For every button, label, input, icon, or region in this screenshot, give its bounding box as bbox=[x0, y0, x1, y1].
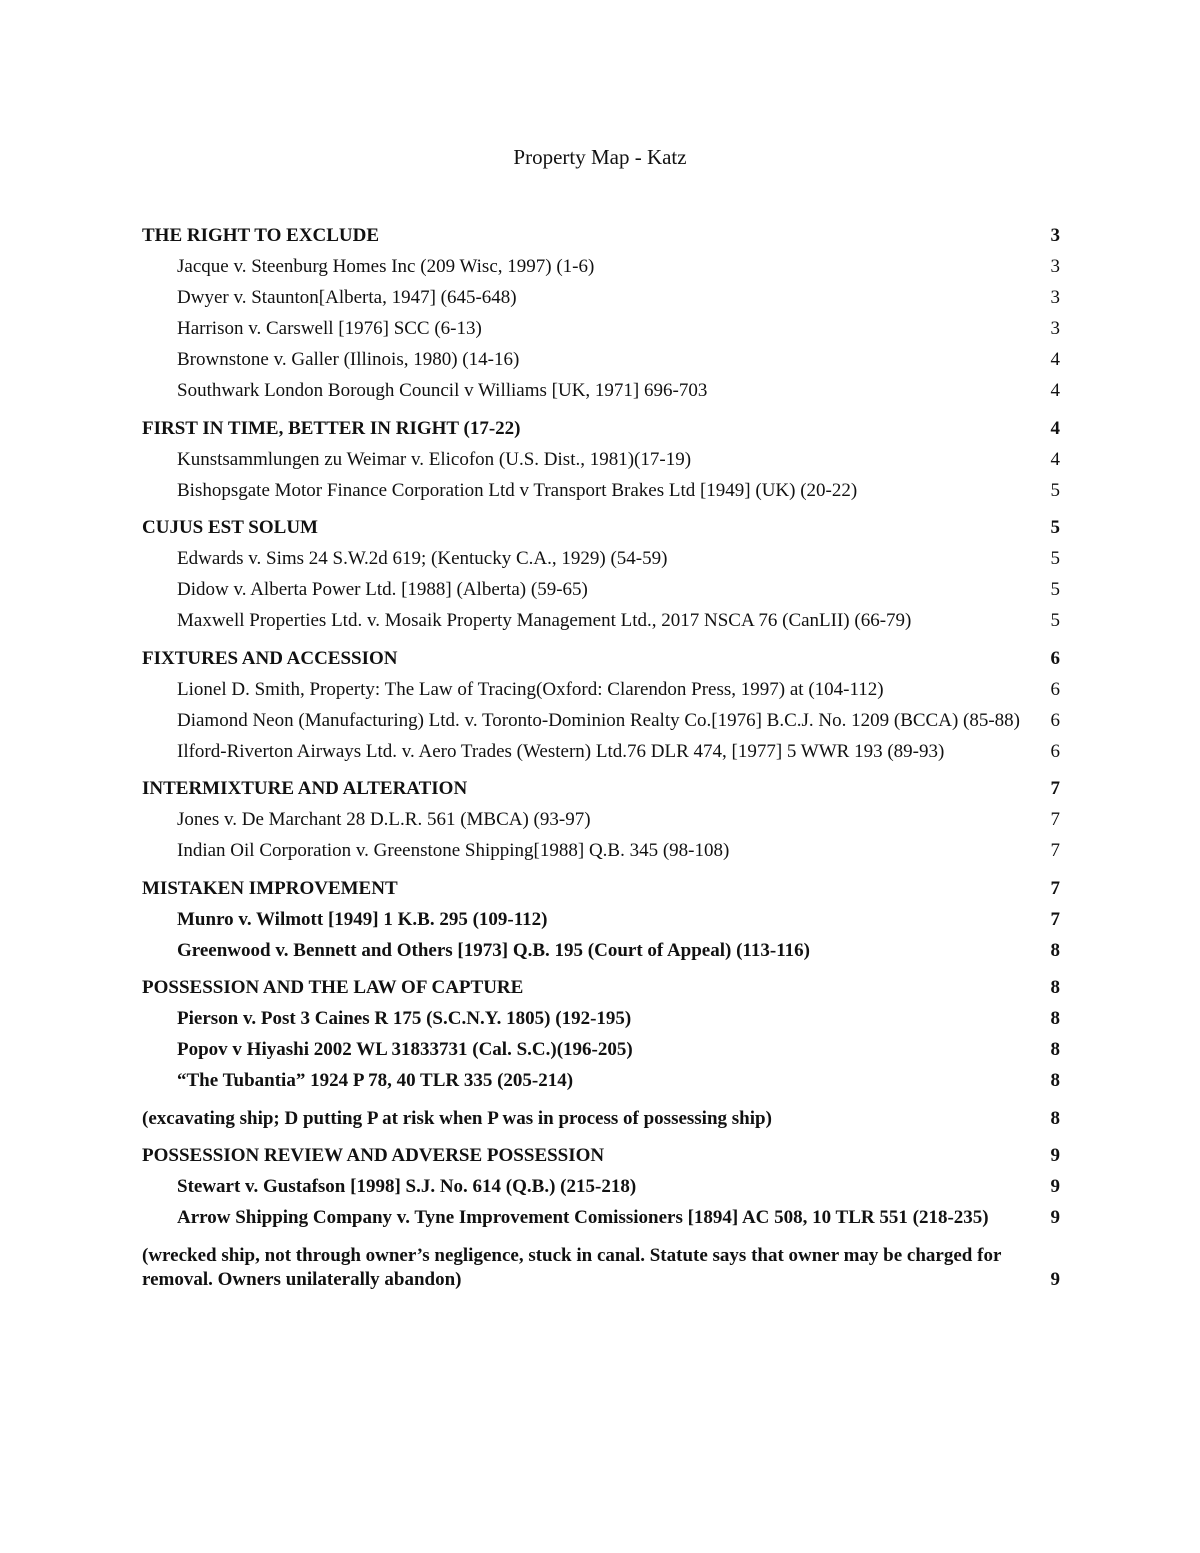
section-heading bbox=[142, 647, 1060, 672]
toc-note bbox=[142, 1107, 1060, 1132]
toc-entry bbox=[142, 1069, 1060, 1094]
toc-entry bbox=[142, 908, 1060, 933]
section-heading bbox=[142, 417, 1060, 442]
toc-entry bbox=[142, 578, 1060, 603]
page-number: 5 bbox=[1050, 479, 1060, 501]
case-citation: Brownstone v. Galler (Illinois, 1980) (14-16) bbox=[177, 349, 520, 370]
case-citation: Pierson v. Post 3 Caines R 175 (S.C.N.Y. 1805) (192-195) bbox=[177, 1008, 632, 1029]
section-heading-label: MISTAKEN IMPROVEMENT bbox=[142, 877, 398, 899]
toc-entry bbox=[142, 709, 1060, 734]
toc-entry bbox=[142, 1175, 1060, 1200]
page-number: 6 bbox=[1050, 740, 1060, 762]
toc-section bbox=[142, 976, 1060, 1094]
toc-entry bbox=[142, 939, 1060, 964]
page-number: 5 bbox=[1050, 517, 1060, 538]
case-citation: Bishopsgate Motor Finance Corporation Ltd v Transport Brakes Ltd [1949] (UK) (20-22) bbox=[177, 479, 858, 501]
page-number: 8 bbox=[1050, 977, 1060, 998]
page-number: 5 bbox=[1050, 579, 1060, 600]
section-heading-label: THE RIGHT TO EXCLUDE bbox=[142, 225, 380, 246]
toc-entry bbox=[142, 839, 1060, 864]
page-number: 3 bbox=[1050, 318, 1060, 339]
toc-section bbox=[142, 516, 1060, 634]
page-number: 9 bbox=[1050, 1176, 1060, 1197]
section-heading-label: FIXTURES AND ACCESSION bbox=[142, 647, 398, 669]
page-number: 9 bbox=[1050, 1207, 1060, 1228]
section-heading bbox=[142, 516, 1060, 541]
toc-entry bbox=[142, 255, 1060, 280]
toc-section bbox=[142, 1144, 1060, 1231]
toc-section bbox=[142, 224, 1060, 404]
case-citation: Ilford-Riverton Airways Ltd. v. Aero Trades (Western) Ltd.76 DLR 474, [1977] 5 WWR 193 (89-93) bbox=[177, 740, 945, 762]
section-heading bbox=[142, 1144, 1060, 1169]
toc-entry bbox=[142, 379, 1060, 404]
toc-entry bbox=[142, 317, 1060, 342]
table-of-contents bbox=[142, 224, 1060, 1306]
toc-note bbox=[142, 1244, 1060, 1293]
section-heading-label: FIRST IN TIME, BETTER IN RIGHT (17-22) bbox=[142, 417, 521, 439]
toc-section bbox=[142, 417, 1060, 504]
page-number: 9 bbox=[1050, 1145, 1060, 1166]
toc-entry bbox=[142, 1038, 1060, 1063]
page-number: 4 bbox=[1050, 448, 1060, 470]
page-number: 6 bbox=[1050, 678, 1060, 700]
toc-section bbox=[142, 877, 1060, 964]
toc-entry bbox=[142, 448, 1060, 473]
page-number: 7 bbox=[1050, 809, 1060, 830]
toc-entry bbox=[142, 1206, 1060, 1231]
case-citation: Edwards v. Sims 24 S.W.2d 619; (Kentucky C.A., 1929) (54-59) bbox=[177, 548, 668, 569]
page-number: 8 bbox=[1050, 1070, 1060, 1091]
case-citation: Indian Oil Corporation v. Greenstone Shipping[1988] Q.B. 345 (98-108) bbox=[177, 840, 730, 861]
toc-note-block bbox=[142, 1107, 1060, 1132]
page-number: 8 bbox=[1050, 1039, 1060, 1060]
page-number: 3 bbox=[1050, 287, 1060, 308]
page-number: 8 bbox=[1050, 1008, 1060, 1029]
case-citation: Stewart v. Gustafson [1998] S.J. No. 614 (Q.B.) (215-218) bbox=[177, 1176, 637, 1197]
toc-section bbox=[142, 647, 1060, 765]
case-citation: Dwyer v. Staunton[Alberta, 1947] (645-648) bbox=[177, 287, 517, 308]
section-heading-label: INTERMIXTURE AND ALTERATION bbox=[142, 778, 468, 799]
section-heading-label: POSSESSION AND THE LAW OF CAPTURE bbox=[142, 977, 524, 998]
toc-entry bbox=[142, 1007, 1060, 1032]
page-number: 7 bbox=[1050, 877, 1060, 899]
toc-entry bbox=[142, 678, 1060, 703]
toc-entry bbox=[142, 348, 1060, 373]
toc-entry bbox=[142, 286, 1060, 311]
toc-entry bbox=[142, 547, 1060, 572]
section-heading bbox=[142, 224, 1060, 249]
page-number: 5 bbox=[1050, 610, 1060, 631]
page-number: 3 bbox=[1050, 225, 1060, 246]
page-number: 4 bbox=[1050, 417, 1060, 439]
case-citation: Munro v. Wilmott [1949] 1 K.B. 295 (109-112) bbox=[177, 908, 548, 930]
toc-entry bbox=[142, 808, 1060, 833]
toc-note-block bbox=[142, 1244, 1060, 1293]
case-citation: Lionel D. Smith, Property: The Law of Tracing(Oxford: Clarendon Press, 1997) at (104-112) bbox=[177, 678, 884, 700]
case-citation: Greenwood v. Bennett and Others [1973] Q.B. 195 (Court of Appeal) (113-116) bbox=[177, 939, 810, 961]
section-heading bbox=[142, 976, 1060, 1001]
page-number: 5 bbox=[1050, 548, 1060, 569]
section-heading bbox=[142, 877, 1060, 902]
page-number: 9 bbox=[1050, 1269, 1060, 1290]
section-heading-label: CUJUS EST SOLUM bbox=[142, 517, 318, 538]
page-number: 7 bbox=[1050, 908, 1060, 930]
page-number: 6 bbox=[1050, 709, 1060, 731]
toc-entry bbox=[142, 479, 1060, 504]
page-number: 7 bbox=[1050, 840, 1060, 861]
section-heading bbox=[142, 777, 1060, 802]
case-citation: Maxwell Properties Ltd. v. Mosaik Property Management Ltd., 2017 NSCA 76 (CanLII) (66-79) bbox=[177, 610, 912, 631]
note-text: (wrecked ship, not through owner’s negligence, stuck in canal. Statute says that owner may be charged for removal. Owners unilaterally abandon) bbox=[142, 1244, 1002, 1290]
case-citation: “The Tubantia” 1924 P 78, 40 TLR 335 (205-214) bbox=[177, 1070, 574, 1091]
page-number: 7 bbox=[1050, 778, 1060, 799]
page-number: 4 bbox=[1050, 349, 1060, 370]
page-number: 3 bbox=[1050, 256, 1060, 277]
toc-entry bbox=[142, 609, 1060, 634]
section-heading-label: POSSESSION REVIEW AND ADVERSE POSSESSION bbox=[142, 1145, 605, 1166]
case-citation: Diamond Neon (Manufacturing) Ltd. v. Toronto-Dominion Realty Co.[1976] B.C.J. No. 1209 (BCCA) (85-88) bbox=[177, 709, 1021, 731]
case-citation: Harrison v. Carswell [1976] SCC (6-13) bbox=[177, 318, 482, 339]
toc-entry bbox=[142, 740, 1060, 765]
page-number: 6 bbox=[1050, 647, 1060, 669]
case-citation: Arrow Shipping Company v. Tyne Improvement Comissioners [1894] AC 508, 10 TLR 551 (218-235) bbox=[177, 1207, 989, 1228]
note-text: (excavating ship; D putting P at risk when P was in process of possessing ship) bbox=[142, 1107, 772, 1129]
document-title: Property Map - Katz bbox=[513, 145, 687, 169]
case-citation: Didow v. Alberta Power Ltd. [1988] (Alberta) (59-65) bbox=[177, 579, 588, 600]
page-number: 8 bbox=[1050, 1107, 1060, 1129]
page-number: 4 bbox=[1050, 380, 1060, 401]
case-citation: Popov v Hiyashi 2002 WL 31833731 (Cal. S.C.)(196-205) bbox=[177, 1039, 633, 1060]
case-citation: Jones v. De Marchant 28 D.L.R. 561 (MBCA) (93-97) bbox=[177, 809, 591, 830]
toc-section bbox=[142, 777, 1060, 864]
case-citation: Kunstsammlungen zu Weimar v. Elicofon (U.S. Dist., 1981)(17-19) bbox=[177, 448, 692, 470]
case-citation: Jacque v. Steenburg Homes Inc (209 Wisc, 1997) (1-6) bbox=[177, 256, 595, 277]
page-number: 8 bbox=[1050, 939, 1060, 961]
case-citation: Southwark London Borough Council v Williams [UK, 1971] 696-703 bbox=[177, 380, 708, 401]
